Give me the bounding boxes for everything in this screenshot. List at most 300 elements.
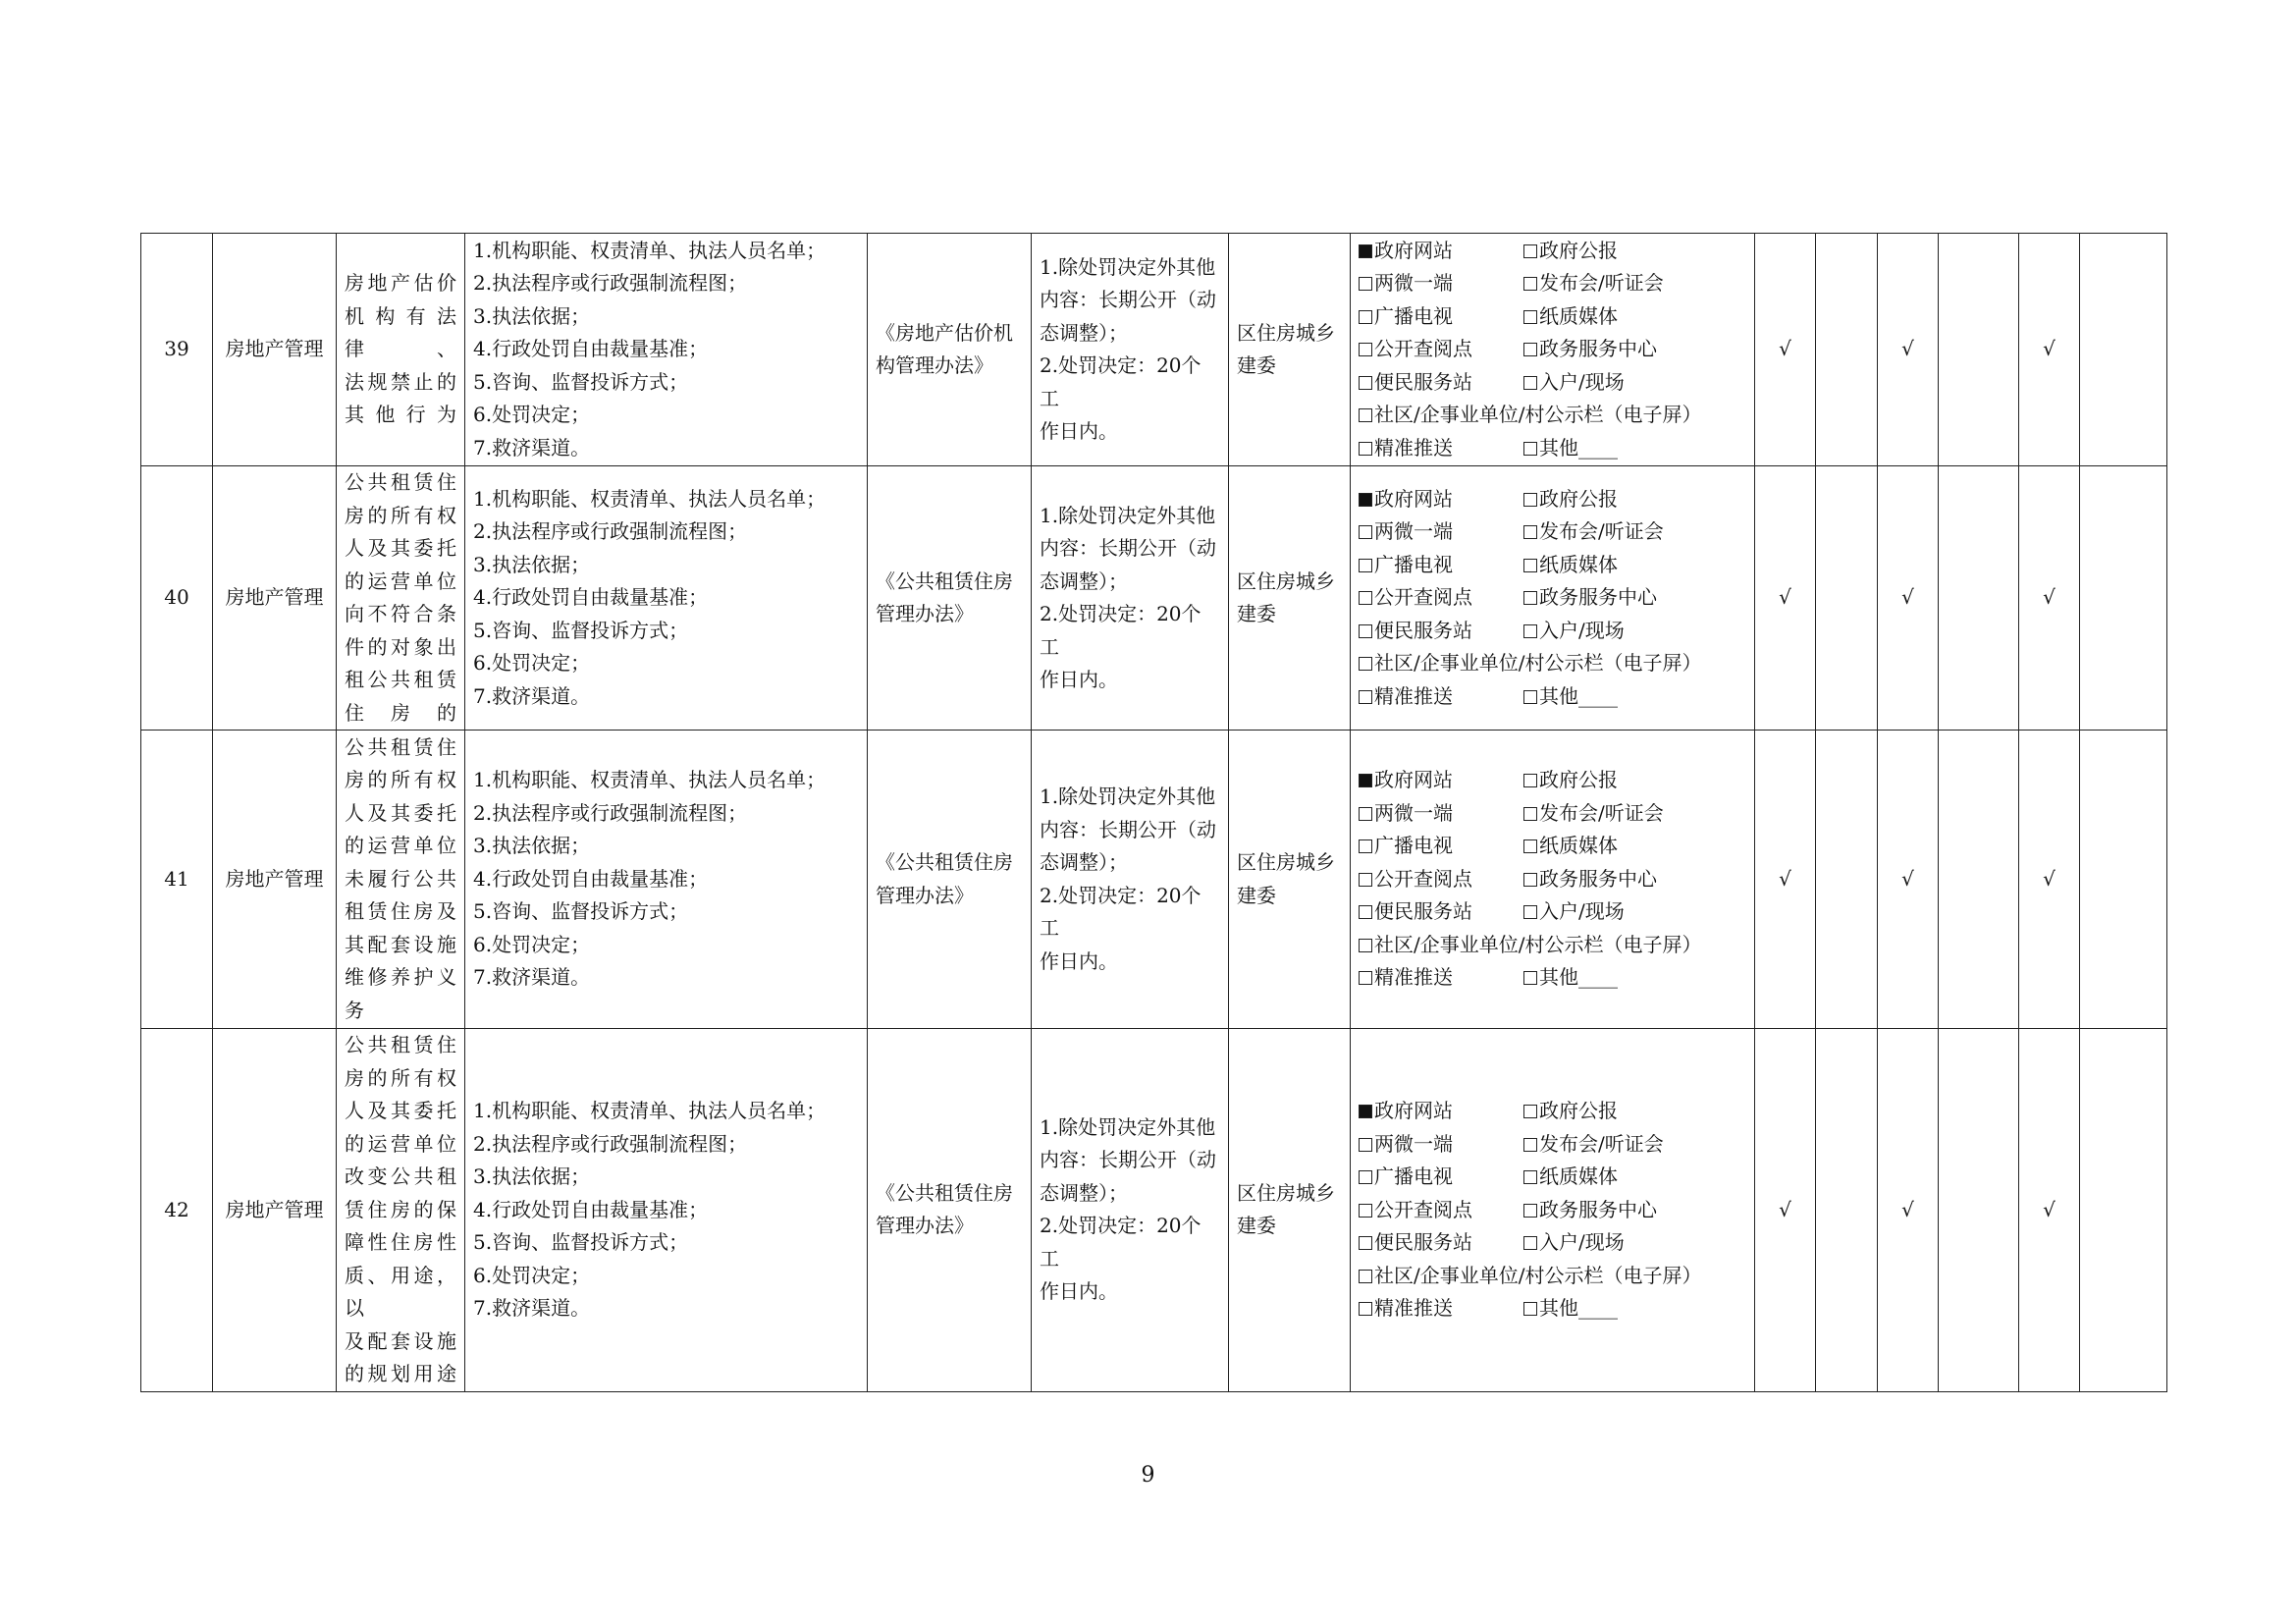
- timing-cell: [1032, 1029, 1229, 1392]
- timing-cell: [1032, 731, 1229, 1029]
- content-line: 6.处罚决定；: [473, 403, 591, 427]
- checkbox-icon: [1359, 1236, 1372, 1250]
- channel-label: 其他____: [1539, 1296, 1618, 1320]
- item-cell: [337, 234, 465, 466]
- channel-option: [1359, 830, 1523, 863]
- channels-grid: [1359, 235, 1746, 465]
- checkbox-icon: [1523, 376, 1537, 390]
- channel-label: 精准推送: [1374, 1296, 1453, 1320]
- channel-label: 精准推送: [1374, 435, 1453, 460]
- check-mark: √: [2019, 731, 2080, 1029]
- subject-cell: [1229, 234, 1351, 466]
- channel-label: 便民服务站: [1374, 369, 1472, 394]
- item-line: 的运营单位: [345, 834, 456, 858]
- item-cell: [337, 1029, 465, 1392]
- channel-option: [1359, 680, 1523, 714]
- content-cell: [465, 731, 868, 1029]
- channel-label: 政府网站: [1374, 768, 1453, 792]
- timing-cell: [1032, 234, 1229, 466]
- checked-box-icon: [1359, 1105, 1372, 1118]
- basis-line: 管理办法》: [876, 883, 974, 907]
- channel-label: 广播电视: [1374, 303, 1453, 328]
- channel-option: [1359, 961, 1523, 995]
- checkbox-icon: [1359, 807, 1372, 821]
- channel-label: 公开查阅点: [1374, 585, 1472, 610]
- channel-label: 精准推送: [1374, 965, 1453, 990]
- content-line: 6.处罚决定；: [473, 1263, 591, 1287]
- checkbox-icon: [1523, 1236, 1537, 1250]
- category-cell: 房地产管理: [213, 1029, 337, 1392]
- item-line: 的运营单位: [345, 568, 456, 593]
- channel-label: 社区/企事业单位/村公示栏（电子屏）: [1374, 1263, 1702, 1287]
- channel-option: [1523, 1161, 1746, 1194]
- table-row: [141, 466, 2167, 731]
- content-line: 4.行政处罚自由裁量基准；: [473, 866, 709, 891]
- content-line: 7.救济渠道。: [473, 965, 591, 990]
- item-line: 房的所有权: [345, 503, 456, 527]
- content-line: 2.执法程序或行政强制流程图；: [473, 519, 748, 544]
- timing-line: 2.处罚决定：20个工: [1040, 1214, 1201, 1271]
- channel-label: 广播电视: [1374, 834, 1453, 858]
- table-row: [141, 731, 2167, 1029]
- content-line: 5.咨询、监督投诉方式；: [473, 899, 689, 924]
- item-line: 公共租赁住: [345, 470, 456, 494]
- checked-box-icon: [1359, 774, 1372, 787]
- check-mark: √: [1878, 731, 1939, 1029]
- channel-option: [1359, 1292, 1523, 1326]
- channel-label: 广播电视: [1374, 1164, 1453, 1188]
- channel-label: 社区/企事业单位/村公示栏（电子屏）: [1374, 932, 1702, 956]
- checkbox-icon: [1359, 905, 1372, 919]
- checkbox-icon: [1359, 657, 1372, 671]
- channel-option: [1359, 1161, 1523, 1194]
- channels-cell: [1351, 731, 1755, 1029]
- channel-option: [1523, 764, 1746, 797]
- checkbox-icon: [1523, 690, 1537, 704]
- checkbox-icon: [1359, 376, 1372, 390]
- checkbox-icon: [1359, 1302, 1372, 1316]
- checkbox-icon: [1359, 591, 1372, 605]
- category-cell: 房地产管理: [213, 234, 337, 466]
- channel-option: [1359, 647, 1746, 680]
- channel-label: 政府公报: [1539, 1099, 1618, 1122]
- item-line: 改变公共租: [345, 1164, 456, 1188]
- channel-label: 其他____: [1539, 435, 1618, 460]
- basis-cell: [868, 731, 1032, 1029]
- timing-line: 内容：长期公开（动: [1040, 288, 1216, 311]
- content-line: 5.咨询、监督投诉方式；: [473, 369, 689, 394]
- checkbox-icon: [1523, 310, 1537, 324]
- channel-option: [1523, 680, 1746, 714]
- checkbox-icon: [1359, 939, 1372, 952]
- channel-option: [1523, 895, 1746, 929]
- channel-label: 政务服务中心: [1539, 337, 1657, 361]
- timing-line: 2.处罚决定：20个工: [1040, 602, 1201, 659]
- timing-line: 内容：长期公开（动: [1040, 1148, 1216, 1172]
- channel-option: [1523, 267, 1746, 300]
- content-line: 5.咨询、监督投诉方式；: [473, 1230, 689, 1254]
- channel-option: [1359, 432, 1523, 465]
- channel-option: [1523, 1292, 1746, 1326]
- check-mark: √: [1755, 1029, 1816, 1392]
- item-line: 房的所有权: [345, 1065, 456, 1090]
- row-number: 40: [141, 466, 213, 731]
- item-line: 障性住房性: [345, 1230, 456, 1254]
- content-line: 1.机构职能、权责清单、执法人员名单；: [473, 768, 827, 792]
- channel-label: 政府网站: [1374, 1099, 1453, 1122]
- basis-line: 《公共租赁住房: [876, 850, 1013, 874]
- checkbox-icon: [1523, 873, 1537, 887]
- channel-label: 发布会/听证会: [1539, 800, 1664, 825]
- channel-option: [1359, 399, 1746, 432]
- channel-label: 纸质媒体: [1539, 834, 1618, 858]
- item-line: 房的所有权: [345, 768, 456, 792]
- channel-label: 精准推送: [1374, 683, 1453, 708]
- item-line: 的运营单位: [345, 1131, 456, 1156]
- channel-option: [1523, 615, 1746, 648]
- checkbox-icon: [1523, 624, 1537, 638]
- channel-option: [1359, 549, 1523, 582]
- subject-line: 区住房城乡: [1237, 320, 1335, 345]
- channel-label: 两微一端: [1374, 800, 1453, 825]
- item-line: 租赁住房及: [345, 899, 456, 924]
- content-line: 3.执法依据；: [473, 1164, 591, 1188]
- checkbox-icon: [1359, 343, 1372, 356]
- subject-line: 区住房城乡: [1237, 568, 1335, 593]
- timing-line: 1.除处罚决定外其他: [1040, 1114, 1216, 1139]
- checkbox-icon: [1359, 839, 1372, 853]
- item-line: 向不符合条: [345, 602, 456, 625]
- timing-line: 态调整）；: [1040, 850, 1128, 874]
- subject-cell: [1229, 731, 1351, 1029]
- channel-option: [1359, 300, 1523, 334]
- timing-line: 内容：长期公开（动: [1040, 817, 1216, 841]
- channel-label: 公开查阅点: [1374, 1197, 1472, 1221]
- empty-cell: [1816, 1029, 1878, 1392]
- channel-label: 政府网站: [1374, 238, 1453, 262]
- page-number: 9: [1141, 1463, 1155, 1488]
- content-line: 5.咨询、监督投诉方式；: [473, 618, 689, 642]
- channel-option: [1523, 863, 1746, 896]
- basis-cell: [868, 466, 1032, 731]
- channel-label: 发布会/听证会: [1539, 271, 1664, 296]
- checkbox-icon: [1523, 839, 1537, 853]
- checkbox-icon: [1523, 1302, 1537, 1316]
- category-cell: 房地产管理: [213, 466, 337, 731]
- channel-option: [1523, 581, 1746, 615]
- content-line: 4.行政处罚自由裁量基准；: [473, 585, 709, 610]
- checkbox-icon: [1523, 1138, 1537, 1152]
- channel-option: [1359, 267, 1523, 300]
- timing-line: 作日内。: [1040, 419, 1118, 443]
- item-line: 人及其委托: [345, 800, 456, 825]
- check-mark: √: [1755, 466, 1816, 731]
- channel-option: [1359, 1194, 1523, 1227]
- channel-option: [1359, 797, 1523, 831]
- item-line: 赁住房的保: [345, 1197, 456, 1221]
- empty-cell: [2080, 1029, 2167, 1392]
- channel-label: 入户/现场: [1539, 369, 1625, 394]
- channel-option: [1359, 615, 1523, 648]
- checkbox-icon: [1523, 277, 1537, 291]
- table-row: [141, 1029, 2167, 1392]
- channel-label: 政府网站: [1374, 486, 1453, 511]
- checkbox-icon: [1359, 277, 1372, 291]
- content-line: 3.执法依据；: [473, 834, 591, 858]
- channel-option: [1523, 1226, 1746, 1260]
- channel-option: [1359, 1128, 1523, 1162]
- timing-line: 1.除处罚决定外其他: [1040, 254, 1216, 279]
- item-line: 人及其委托: [345, 536, 456, 560]
- checkbox-icon: [1523, 1204, 1537, 1218]
- checkbox-icon: [1523, 807, 1537, 821]
- channel-label: 政府公报: [1539, 486, 1618, 511]
- channel-option: [1523, 1095, 1746, 1128]
- item-line: 及配套设施: [345, 1328, 456, 1353]
- checkbox-icon: [1359, 408, 1372, 422]
- checkbox-icon: [1523, 1105, 1537, 1118]
- item-line: 件的对象出: [345, 634, 456, 659]
- channel-label: 广播电视: [1374, 552, 1453, 576]
- item-line: 房地产估价: [345, 271, 456, 296]
- timing-line: 态调整）；: [1040, 568, 1128, 593]
- item-line: 维修养护义: [345, 965, 456, 990]
- checkbox-icon: [1359, 1138, 1372, 1152]
- checked-box-icon: [1359, 493, 1372, 507]
- channel-label: 入户/现场: [1539, 1230, 1625, 1254]
- timing-line: 作日内。: [1040, 948, 1118, 973]
- empty-cell: [1939, 466, 2019, 731]
- item-line: 未履行公共: [345, 866, 456, 891]
- channel-option: [1523, 432, 1746, 465]
- channel-label: 便民服务站: [1374, 1230, 1472, 1254]
- content-line: 6.处罚决定；: [473, 932, 591, 956]
- channels-grid: [1359, 483, 1746, 714]
- empty-cell: [1816, 731, 1878, 1029]
- subject-line: 建委: [1237, 602, 1276, 625]
- channel-label: 入户/现场: [1539, 899, 1625, 924]
- checkbox-icon: [1359, 525, 1372, 539]
- item-line: 的规划用途: [345, 1362, 456, 1385]
- content-line: 7.救济渠道。: [473, 1296, 591, 1320]
- check-mark: √: [1755, 234, 1816, 466]
- subject-line: 区住房城乡: [1237, 1180, 1335, 1205]
- row-number: 42: [141, 1029, 213, 1392]
- channel-option: [1359, 929, 1746, 962]
- channel-option: [1359, 764, 1523, 797]
- channel-label: 其他____: [1539, 683, 1618, 708]
- empty-cell: [2080, 731, 2167, 1029]
- timing-line: 2.处罚决定：20个工: [1040, 353, 1201, 410]
- channel-label: 政务服务中心: [1539, 1197, 1657, 1221]
- channel-label: 公开查阅点: [1374, 337, 1472, 361]
- channel-option: [1523, 1128, 1746, 1162]
- item-line: 公共租赁住: [345, 734, 456, 759]
- item-line: 其配套设施: [345, 932, 456, 956]
- empty-cell: [1939, 234, 2019, 466]
- basis-line: 管理办法》: [876, 1214, 974, 1238]
- item-line: 其他行为: [345, 403, 456, 427]
- timing-line: 内容：长期公开（动: [1040, 536, 1216, 560]
- subject-line: 区住房城乡: [1237, 850, 1335, 874]
- checkbox-icon: [1359, 1170, 1372, 1184]
- content-line: 3.执法依据；: [473, 303, 591, 328]
- channel-option: [1523, 300, 1746, 334]
- content-line: 7.救济渠道。: [473, 435, 591, 460]
- channel-label: 政府公报: [1539, 238, 1618, 262]
- channel-option: [1523, 830, 1746, 863]
- table-row: [141, 234, 2167, 466]
- content-line: 1.机构职能、权责清单、执法人员名单；: [473, 486, 827, 511]
- channel-label: 政府公报: [1539, 768, 1618, 792]
- checkbox-icon: [1359, 873, 1372, 887]
- content-line: 4.行政处罚自由裁量基准；: [473, 1197, 709, 1221]
- channel-option: [1359, 581, 1523, 615]
- content-line: 1.机构职能、权责清单、执法人员名单；: [473, 238, 827, 262]
- timing-line: 2.处罚决定：20个工: [1040, 883, 1201, 940]
- channel-label: 政务服务中心: [1539, 866, 1657, 891]
- checkbox-icon: [1523, 493, 1537, 507]
- basis-line: 《公共租赁住房: [876, 1180, 1013, 1205]
- checkbox-icon: [1523, 971, 1537, 985]
- channel-label: 两微一端: [1374, 519, 1453, 544]
- checkbox-icon: [1523, 905, 1537, 919]
- checkbox-icon: [1359, 1270, 1372, 1283]
- timing-line: 态调整）；: [1040, 1180, 1128, 1205]
- channel-option: [1523, 1194, 1746, 1227]
- timing-line: 1.除处罚决定外其他: [1040, 785, 1216, 808]
- channel-option: [1359, 366, 1523, 400]
- checkbox-icon: [1359, 310, 1372, 324]
- channel-label: 发布会/听证会: [1539, 1131, 1664, 1156]
- check-mark: √: [1878, 466, 1939, 731]
- check-mark: √: [1755, 731, 1816, 1029]
- channel-label: 发布会/听证会: [1539, 519, 1664, 544]
- item-line: 机构有法律、: [345, 303, 456, 361]
- channel-label: 纸质媒体: [1539, 552, 1618, 576]
- channel-label: 社区/企事业单位/村公示栏（电子屏）: [1374, 651, 1702, 676]
- basis-line: 《公共租赁住房: [876, 568, 1013, 593]
- channels-cell: [1351, 1029, 1755, 1392]
- empty-cell: [2080, 466, 2167, 731]
- checkbox-icon: [1359, 559, 1372, 572]
- check-mark: √: [1878, 234, 1939, 466]
- subject-line: 建委: [1237, 883, 1276, 907]
- basis-line: 《房地产估价机: [876, 320, 1013, 345]
- row-number: 39: [141, 234, 213, 466]
- checkbox-icon: [1359, 442, 1372, 456]
- channel-label: 纸质媒体: [1539, 1164, 1618, 1188]
- subject-cell: [1229, 1029, 1351, 1392]
- empty-cell: [1939, 1029, 2019, 1392]
- check-mark: √: [2019, 466, 2080, 731]
- checkbox-icon: [1359, 1204, 1372, 1218]
- checkbox-icon: [1523, 774, 1537, 787]
- content-cell: [465, 466, 868, 731]
- channel-option: [1523, 483, 1746, 516]
- channel-label: 入户/现场: [1539, 618, 1625, 642]
- check-mark: √: [2019, 1029, 2080, 1392]
- channel-option: [1523, 333, 1746, 366]
- channel-label: 公开查阅点: [1374, 866, 1472, 891]
- disclosure-table: [140, 233, 2167, 1392]
- checkbox-icon: [1523, 442, 1537, 456]
- channel-option: [1523, 549, 1746, 582]
- item-line: 住房的: [345, 700, 456, 725]
- content-line: 6.处罚决定；: [473, 651, 591, 676]
- channel-option: [1359, 1260, 1746, 1293]
- channel-option: [1359, 863, 1523, 896]
- content-line: 4.行政处罚自由裁量基准；: [473, 337, 709, 361]
- checkbox-icon: [1359, 690, 1372, 704]
- channel-option: [1359, 235, 1523, 268]
- empty-cell: [1816, 234, 1878, 466]
- checkbox-icon: [1359, 971, 1372, 985]
- basis-line: 构管理办法》: [876, 353, 993, 377]
- channel-label: 其他____: [1539, 965, 1618, 990]
- channel-option: [1359, 1226, 1523, 1260]
- content-cell: [465, 234, 868, 466]
- timing-line: 作日内。: [1040, 1279, 1118, 1304]
- channel-option: [1359, 895, 1523, 929]
- check-mark: √: [2019, 234, 2080, 466]
- channels-grid: [1359, 764, 1746, 995]
- channels-grid: [1359, 1095, 1746, 1326]
- content-line: 1.机构职能、权责清单、执法人员名单；: [473, 1099, 827, 1122]
- channel-option: [1359, 333, 1523, 366]
- checkbox-icon: [1523, 525, 1537, 539]
- checkbox-icon: [1523, 343, 1537, 356]
- channel-label: 政务服务中心: [1539, 585, 1657, 610]
- channel-label: 两微一端: [1374, 271, 1453, 296]
- item-cell: [337, 731, 465, 1029]
- content-line: 2.执法程序或行政强制流程图；: [473, 800, 748, 825]
- channel-label: 社区/企事业单位/村公示栏（电子屏）: [1374, 403, 1702, 427]
- channel-option: [1523, 797, 1746, 831]
- channel-option: [1359, 515, 1523, 549]
- subject-line: 建委: [1237, 353, 1276, 377]
- channel-label: 两微一端: [1374, 1131, 1453, 1156]
- item-line: 务: [345, 998, 364, 1022]
- timing-line: 态调整）；: [1040, 320, 1128, 345]
- category-cell: 房地产管理: [213, 731, 337, 1029]
- content-line: 7.救济渠道。: [473, 683, 591, 708]
- content-line: 2.执法程序或行政强制流程图；: [473, 271, 748, 296]
- empty-cell: [2080, 234, 2167, 466]
- check-mark: √: [1878, 1029, 1939, 1392]
- channels-cell: [1351, 466, 1755, 731]
- content-line: 3.执法依据；: [473, 552, 591, 576]
- channel-label: 纸质媒体: [1539, 303, 1618, 328]
- content-cell: [465, 1029, 868, 1392]
- item-cell: [337, 466, 465, 731]
- checkbox-icon: [1523, 559, 1537, 572]
- timing-line: 1.除处罚决定外其他: [1040, 503, 1216, 527]
- channel-option: [1523, 366, 1746, 400]
- channel-option: [1359, 1095, 1523, 1128]
- channel-label: 便民服务站: [1374, 618, 1472, 642]
- checkbox-icon: [1359, 624, 1372, 638]
- channel-option: [1359, 483, 1523, 516]
- item-line: 租公共租赁: [345, 668, 456, 691]
- basis-cell: [868, 234, 1032, 466]
- subject-cell: [1229, 466, 1351, 731]
- item-line: 人及其委托: [345, 1099, 456, 1122]
- subject-line: 建委: [1237, 1214, 1276, 1238]
- item-line: 公共租赁住: [345, 1033, 456, 1056]
- item-line: 质、用途，以: [345, 1263, 456, 1320]
- channel-option: [1523, 515, 1746, 549]
